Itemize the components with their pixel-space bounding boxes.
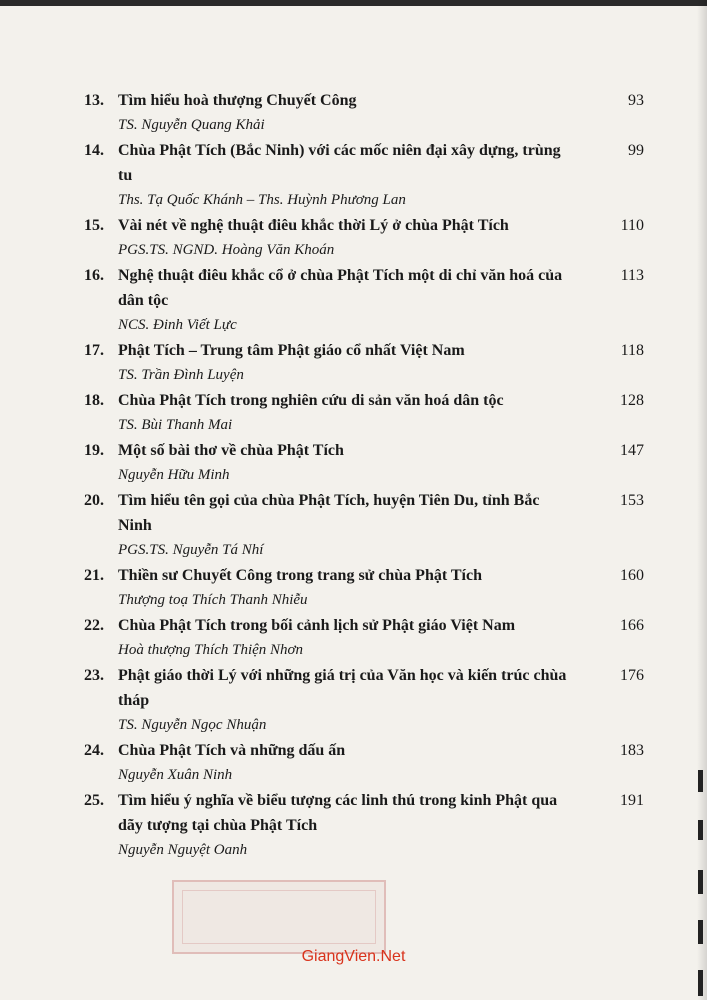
entry-author: PGS.TS. Nguyễn Tá Nhí bbox=[118, 542, 264, 558]
entry-number: 21. bbox=[84, 567, 104, 584]
entry-page-number: 110 bbox=[620, 217, 644, 234]
entry-number: 25. bbox=[84, 792, 104, 809]
entry-page-number: 128 bbox=[620, 392, 644, 409]
entry-number: 18. bbox=[84, 392, 104, 409]
toc-entry[interactable] bbox=[84, 563, 644, 613]
entry-title: Chùa Phật Tích (Bắc Ninh) với các mốc niên đại xây dựng, trùng tu bbox=[118, 142, 561, 184]
entry-number: 14. bbox=[84, 142, 104, 159]
entry-title: Tìm hiểu hoà thượng Chuyết Công bbox=[118, 92, 357, 109]
entry-title: Phật Tích – Trung tâm Phật giáo cổ nhất Việt Nam bbox=[118, 342, 465, 359]
library-stamp bbox=[172, 880, 386, 954]
toc-entry[interactable] bbox=[84, 263, 644, 338]
page-edge-mark bbox=[698, 770, 703, 792]
entry-page-number: 160 bbox=[620, 567, 644, 584]
toc-entry[interactable] bbox=[84, 138, 644, 213]
entry-title: Phật giáo thời Lý với những giá trị của Văn học và kiến trúc chùa tháp bbox=[118, 667, 567, 709]
entry-page-number: 113 bbox=[620, 267, 644, 284]
toc-entry[interactable] bbox=[84, 788, 644, 863]
library-stamp-border bbox=[182, 890, 376, 944]
page-edge-mark bbox=[698, 970, 703, 996]
entry-author: PGS.TS. NGND. Hoàng Văn Khoán bbox=[118, 242, 335, 258]
entry-author: TS. Trần Đình Luyện bbox=[118, 367, 244, 383]
entry-title: Chùa Phật Tích trong nghiên cứu di sản văn hoá dân tộc bbox=[118, 392, 504, 409]
entry-title: Nghệ thuật điêu khắc cổ ở chùa Phật Tích một di chỉ văn hoá của dân tộc bbox=[118, 267, 563, 309]
toc-entry[interactable] bbox=[84, 88, 644, 138]
entry-page-number: 147 bbox=[620, 442, 644, 459]
entry-number: 22. bbox=[84, 617, 104, 634]
entry-author: Nguyễn Xuân Ninh bbox=[118, 767, 233, 783]
watermark-text: GiangVien.Net bbox=[301, 948, 406, 965]
entry-title: Vài nét về nghệ thuật điêu khắc thời Lý ở chùa Phật Tích bbox=[118, 217, 509, 234]
page-binding-shadow bbox=[697, 0, 707, 1000]
entry-page-number: 99 bbox=[628, 142, 644, 159]
entry-author: Hoà thượng Thích Thiện Nhơn bbox=[118, 642, 304, 658]
toc-entry[interactable] bbox=[84, 613, 644, 663]
table-of-contents bbox=[84, 88, 644, 863]
entry-number: 24. bbox=[84, 742, 104, 759]
entry-author: NCS. Đinh Viết Lực bbox=[118, 317, 237, 333]
entry-page-number: 153 bbox=[620, 492, 644, 509]
toc-entry[interactable] bbox=[84, 438, 644, 488]
entry-title: Tìm hiểu tên gọi của chùa Phật Tích, huyện Tiên Du, tỉnh Bắc Ninh bbox=[118, 492, 540, 534]
entry-title: Chùa Phật Tích trong bối cảnh lịch sử Phật giáo Việt Nam bbox=[118, 617, 516, 634]
toc-entry[interactable] bbox=[84, 488, 644, 563]
entry-number: 17. bbox=[84, 342, 104, 359]
page-edge-mark bbox=[698, 870, 703, 894]
entry-author: Thượng toạ Thích Thanh Nhiễu bbox=[118, 592, 308, 608]
entry-page-number: 183 bbox=[620, 742, 644, 759]
entry-title: Tìm hiểu ý nghĩa về biểu tượng các linh thú trong kinh Phật qua dãy tượng tại chùa Phật Tích bbox=[118, 792, 558, 834]
entry-number: 20. bbox=[84, 492, 104, 509]
entry-title: Một số bài thơ về chùa Phật Tích bbox=[118, 442, 344, 459]
toc-entry[interactable] bbox=[84, 213, 644, 263]
page-edge-mark bbox=[698, 920, 703, 944]
entry-number: 13. bbox=[84, 92, 104, 109]
entry-page-number: 191 bbox=[620, 792, 644, 809]
toc-entry[interactable] bbox=[84, 738, 644, 788]
entry-author: TS. Bùi Thanh Mai bbox=[118, 417, 233, 433]
toc-entry[interactable] bbox=[84, 338, 644, 388]
entry-author: TS. Nguyễn Ngọc Nhuận bbox=[118, 717, 267, 733]
entry-page-number: 166 bbox=[620, 617, 644, 634]
entry-page-number: 118 bbox=[620, 342, 644, 359]
entry-author: Nguyễn Nguyệt Oanh bbox=[118, 842, 248, 858]
page-edge-mark bbox=[698, 820, 703, 840]
toc-entry[interactable] bbox=[84, 388, 644, 438]
entry-author: TS. Nguyễn Quang Khải bbox=[118, 117, 265, 133]
toc-entry[interactable] bbox=[84, 663, 644, 738]
entry-title: Chùa Phật Tích và những dấu ấn bbox=[118, 742, 346, 759]
entry-title: Thiền sư Chuyết Công trong trang sử chùa Phật Tích bbox=[118, 567, 482, 584]
entry-page-number: 93 bbox=[628, 92, 644, 109]
entry-author: Ths. Tạ Quốc Khánh – Ths. Huỳnh Phương Lan bbox=[118, 192, 406, 208]
entry-number: 15. bbox=[84, 217, 104, 234]
entry-author: Nguyễn Hữu Minh bbox=[118, 467, 230, 483]
page-top-edge bbox=[0, 0, 707, 6]
entry-number: 16. bbox=[84, 267, 104, 284]
entry-number: 23. bbox=[84, 667, 104, 684]
entry-number: 19. bbox=[84, 442, 104, 459]
entry-page-number: 176 bbox=[620, 667, 644, 684]
